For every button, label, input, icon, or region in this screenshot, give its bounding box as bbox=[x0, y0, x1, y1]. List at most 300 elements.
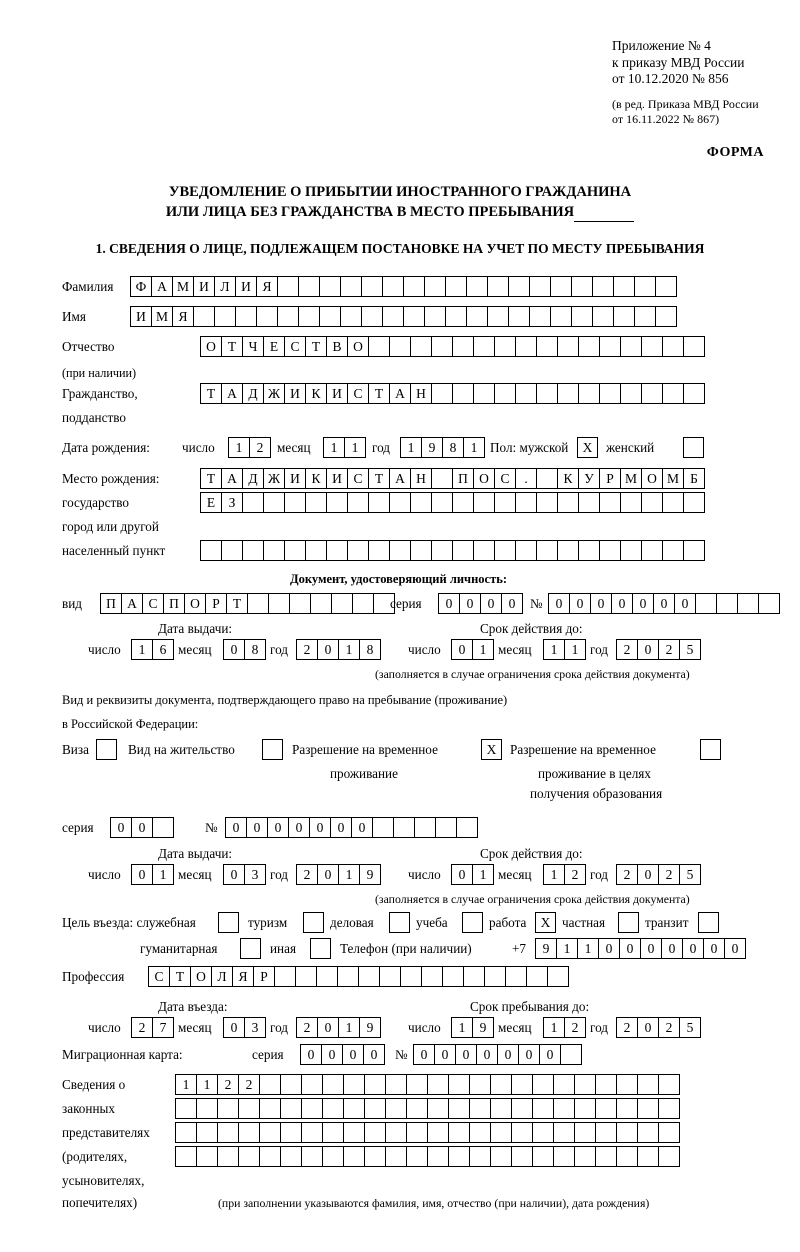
char-cell[interactable] bbox=[301, 1146, 323, 1167]
char-cell[interactable] bbox=[406, 1074, 428, 1095]
char-cell[interactable] bbox=[175, 1146, 197, 1167]
char-cell[interactable]: 0 bbox=[317, 864, 339, 885]
char-cell[interactable] bbox=[469, 1146, 491, 1167]
char-cell[interactable]: А bbox=[221, 468, 243, 489]
char-cell[interactable] bbox=[490, 1098, 512, 1119]
char-cell[interactable]: 1 bbox=[196, 1074, 218, 1095]
char-cell[interactable] bbox=[406, 1098, 428, 1119]
char-cell[interactable]: 1 bbox=[564, 639, 586, 660]
char-cell[interactable] bbox=[382, 276, 404, 297]
char-cell[interactable]: 9 bbox=[359, 864, 381, 885]
char-cell[interactable] bbox=[259, 1122, 281, 1143]
char-cell[interactable]: 0 bbox=[317, 1017, 339, 1038]
char-cell[interactable]: Ж bbox=[263, 468, 285, 489]
char-cell[interactable] bbox=[599, 492, 621, 513]
char-cell[interactable] bbox=[295, 966, 317, 987]
char-cell[interactable] bbox=[274, 966, 296, 987]
char-cell[interactable] bbox=[529, 306, 551, 327]
char-cell[interactable] bbox=[532, 1074, 554, 1095]
char-cell[interactable]: 0 bbox=[300, 1044, 322, 1065]
char-cell[interactable]: П bbox=[452, 468, 474, 489]
char-cell[interactable] bbox=[658, 1122, 680, 1143]
char-cell[interactable]: 5 bbox=[679, 639, 701, 660]
char-cell[interactable] bbox=[536, 492, 558, 513]
char-cell[interactable] bbox=[322, 1146, 344, 1167]
char-cell[interactable] bbox=[364, 1074, 386, 1095]
char-cell[interactable]: А bbox=[389, 468, 411, 489]
char-cell[interactable]: П bbox=[100, 593, 122, 614]
char-cell[interactable]: Б bbox=[683, 468, 705, 489]
char-cell[interactable] bbox=[574, 1146, 596, 1167]
char-cell[interactable]: Н bbox=[410, 468, 432, 489]
char-cell[interactable] bbox=[578, 540, 600, 561]
permit-valid-month-input[interactable] bbox=[543, 864, 585, 885]
char-cell[interactable]: К bbox=[305, 383, 327, 404]
char-cell[interactable] bbox=[289, 593, 311, 614]
char-cell[interactable]: 2 bbox=[296, 639, 318, 660]
char-cell[interactable] bbox=[263, 540, 285, 561]
purpose-humanitarian-checkbox[interactable] bbox=[240, 938, 261, 959]
char-cell[interactable] bbox=[382, 306, 404, 327]
char-cell[interactable] bbox=[305, 492, 327, 513]
char-cell[interactable] bbox=[473, 492, 495, 513]
char-cell[interactable] bbox=[193, 306, 215, 327]
char-cell[interactable]: 0 bbox=[637, 639, 659, 660]
char-cell[interactable]: К bbox=[305, 468, 327, 489]
char-cell[interactable]: 0 bbox=[223, 639, 245, 660]
char-cell[interactable] bbox=[560, 1044, 582, 1065]
char-cell[interactable] bbox=[599, 540, 621, 561]
char-cell[interactable]: 1 bbox=[152, 864, 174, 885]
temp-residence-checkbox[interactable]: X bbox=[481, 739, 502, 760]
visa-checkbox[interactable] bbox=[96, 739, 117, 760]
reps-line-4-input[interactable] bbox=[175, 1146, 679, 1167]
char-cell[interactable]: 0 bbox=[476, 1044, 498, 1065]
char-cell[interactable] bbox=[364, 1146, 386, 1167]
char-cell[interactable]: 5 bbox=[679, 1017, 701, 1038]
char-cell[interactable]: А bbox=[221, 383, 243, 404]
char-cell[interactable] bbox=[511, 1074, 533, 1095]
char-cell[interactable] bbox=[532, 1146, 554, 1167]
char-cell[interactable] bbox=[637, 1122, 659, 1143]
char-cell[interactable]: 0 bbox=[480, 593, 502, 614]
char-cell[interactable] bbox=[620, 492, 642, 513]
char-cell[interactable]: С bbox=[347, 468, 369, 489]
char-cell[interactable] bbox=[536, 468, 558, 489]
char-cell[interactable] bbox=[372, 817, 394, 838]
char-cell[interactable] bbox=[473, 383, 495, 404]
char-cell[interactable] bbox=[259, 1146, 281, 1167]
entry-month-input[interactable] bbox=[223, 1017, 265, 1038]
char-cell[interactable]: 2 bbox=[249, 437, 271, 458]
char-cell[interactable] bbox=[322, 1122, 344, 1143]
char-cell[interactable]: Я bbox=[172, 306, 194, 327]
char-cell[interactable]: 8 bbox=[359, 639, 381, 660]
char-cell[interactable] bbox=[683, 492, 705, 513]
char-cell[interactable]: 2 bbox=[564, 1017, 586, 1038]
char-cell[interactable] bbox=[263, 492, 285, 513]
char-cell[interactable] bbox=[466, 276, 488, 297]
char-cell[interactable] bbox=[385, 1098, 407, 1119]
char-cell[interactable]: Д bbox=[242, 383, 264, 404]
char-cell[interactable]: 9 bbox=[472, 1017, 494, 1038]
char-cell[interactable]: 9 bbox=[535, 938, 557, 959]
char-cell[interactable]: Ж bbox=[263, 383, 285, 404]
char-cell[interactable]: П bbox=[163, 593, 185, 614]
char-cell[interactable] bbox=[487, 276, 509, 297]
char-cell[interactable] bbox=[571, 276, 593, 297]
char-cell[interactable] bbox=[298, 276, 320, 297]
char-cell[interactable] bbox=[284, 492, 306, 513]
char-cell[interactable] bbox=[515, 540, 537, 561]
char-cell[interactable]: 2 bbox=[564, 864, 586, 885]
idoc-number-input[interactable] bbox=[548, 593, 779, 614]
char-cell[interactable]: 2 bbox=[616, 639, 638, 660]
char-cell[interactable]: 1 bbox=[543, 864, 565, 885]
char-cell[interactable]: 0 bbox=[351, 817, 373, 838]
char-cell[interactable]: Р bbox=[253, 966, 275, 987]
char-cell[interactable] bbox=[322, 1074, 344, 1095]
char-cell[interactable]: 2 bbox=[616, 864, 638, 885]
char-cell[interactable]: Т bbox=[226, 593, 248, 614]
char-cell[interactable] bbox=[280, 1074, 302, 1095]
char-cell[interactable] bbox=[641, 540, 663, 561]
char-cell[interactable] bbox=[547, 966, 569, 987]
char-cell[interactable] bbox=[658, 1146, 680, 1167]
char-cell[interactable]: Л bbox=[214, 276, 236, 297]
permit-valid-day-input[interactable] bbox=[451, 864, 493, 885]
char-cell[interactable]: 1 bbox=[228, 437, 250, 458]
char-cell[interactable] bbox=[515, 383, 537, 404]
entry-year-input[interactable] bbox=[296, 1017, 380, 1038]
char-cell[interactable] bbox=[284, 540, 306, 561]
char-cell[interactable]: 2 bbox=[658, 639, 680, 660]
char-cell[interactable] bbox=[352, 593, 374, 614]
birth-day-input[interactable] bbox=[228, 437, 270, 458]
char-cell[interactable] bbox=[217, 1098, 239, 1119]
purpose-business-checkbox[interactable] bbox=[389, 912, 410, 933]
char-cell[interactable] bbox=[655, 276, 677, 297]
char-cell[interactable]: 0 bbox=[598, 938, 620, 959]
char-cell[interactable]: 2 bbox=[238, 1074, 260, 1095]
char-cell[interactable]: 0 bbox=[682, 938, 704, 959]
char-cell[interactable]: 0 bbox=[724, 938, 746, 959]
permit-issue-month-input[interactable] bbox=[223, 864, 265, 885]
stay-month-input[interactable] bbox=[543, 1017, 585, 1038]
char-cell[interactable]: И bbox=[130, 306, 152, 327]
char-cell[interactable] bbox=[410, 540, 432, 561]
char-cell[interactable] bbox=[305, 540, 327, 561]
char-cell[interactable] bbox=[574, 1098, 596, 1119]
char-cell[interactable]: 2 bbox=[616, 1017, 638, 1038]
birthplace-line-2-input[interactable] bbox=[200, 492, 704, 513]
char-cell[interactable] bbox=[421, 966, 443, 987]
char-cell[interactable] bbox=[452, 383, 474, 404]
reps-line-3-input[interactable] bbox=[175, 1122, 679, 1143]
char-cell[interactable] bbox=[217, 1146, 239, 1167]
char-cell[interactable]: 0 bbox=[590, 593, 612, 614]
char-cell[interactable] bbox=[448, 1074, 470, 1095]
char-cell[interactable]: 0 bbox=[501, 593, 523, 614]
char-cell[interactable] bbox=[456, 817, 478, 838]
char-cell[interactable] bbox=[280, 1146, 302, 1167]
char-cell[interactable] bbox=[347, 492, 369, 513]
char-cell[interactable] bbox=[259, 1074, 281, 1095]
char-cell[interactable] bbox=[424, 306, 446, 327]
migration-number-input[interactable] bbox=[413, 1044, 581, 1065]
char-cell[interactable]: 0 bbox=[223, 1017, 245, 1038]
char-cell[interactable]: А bbox=[121, 593, 143, 614]
char-cell[interactable]: Т bbox=[169, 966, 191, 987]
char-cell[interactable] bbox=[435, 817, 457, 838]
char-cell[interactable]: С bbox=[142, 593, 164, 614]
char-cell[interactable]: Е bbox=[200, 492, 222, 513]
char-cell[interactable] bbox=[389, 492, 411, 513]
char-cell[interactable] bbox=[301, 1074, 323, 1095]
char-cell[interactable]: 8 bbox=[244, 639, 266, 660]
sex-male-checkbox[interactable]: X bbox=[577, 437, 598, 458]
char-cell[interactable] bbox=[301, 1122, 323, 1143]
idoc-series-input[interactable] bbox=[438, 593, 522, 614]
char-cell[interactable] bbox=[152, 817, 174, 838]
purpose-other-checkbox[interactable] bbox=[310, 938, 331, 959]
char-cell[interactable] bbox=[526, 966, 548, 987]
birth-year-input[interactable] bbox=[400, 437, 484, 458]
char-cell[interactable] bbox=[469, 1122, 491, 1143]
char-cell[interactable] bbox=[469, 1074, 491, 1095]
char-cell[interactable]: Т bbox=[200, 383, 222, 404]
char-cell[interactable]: 0 bbox=[438, 593, 460, 614]
char-cell[interactable]: 1 bbox=[131, 639, 153, 660]
char-cell[interactable] bbox=[343, 1146, 365, 1167]
char-cell[interactable] bbox=[550, 306, 572, 327]
char-cell[interactable]: 0 bbox=[434, 1044, 456, 1065]
char-cell[interactable]: М bbox=[172, 276, 194, 297]
char-cell[interactable]: И bbox=[284, 383, 306, 404]
char-cell[interactable] bbox=[175, 1122, 197, 1143]
permit-issue-year-input[interactable] bbox=[296, 864, 380, 885]
char-cell[interactable]: 1 bbox=[577, 938, 599, 959]
char-cell[interactable]: Т bbox=[305, 336, 327, 357]
char-cell[interactable] bbox=[599, 383, 621, 404]
idoc-issue-month-input[interactable] bbox=[223, 639, 265, 660]
char-cell[interactable] bbox=[578, 336, 600, 357]
char-cell[interactable] bbox=[574, 1122, 596, 1143]
idoc-issue-day-input[interactable] bbox=[131, 639, 173, 660]
char-cell[interactable] bbox=[200, 540, 222, 561]
char-cell[interactable]: 1 bbox=[344, 437, 366, 458]
char-cell[interactable] bbox=[175, 1098, 197, 1119]
permit-valid-year-input[interactable] bbox=[616, 864, 700, 885]
char-cell[interactable] bbox=[337, 966, 359, 987]
char-cell[interactable]: 0 bbox=[363, 1044, 385, 1065]
char-cell[interactable] bbox=[490, 1146, 512, 1167]
char-cell[interactable] bbox=[466, 306, 488, 327]
char-cell[interactable] bbox=[532, 1098, 554, 1119]
char-cell[interactable] bbox=[259, 1098, 281, 1119]
patronymic-input[interactable] bbox=[200, 336, 704, 357]
char-cell[interactable] bbox=[716, 593, 738, 614]
char-cell[interactable] bbox=[595, 1146, 617, 1167]
char-cell[interactable] bbox=[620, 336, 642, 357]
char-cell[interactable] bbox=[695, 593, 717, 614]
idoc-issue-year-input[interactable] bbox=[296, 639, 380, 660]
idoc-type-input[interactable] bbox=[100, 593, 394, 614]
char-cell[interactable] bbox=[445, 276, 467, 297]
char-cell[interactable] bbox=[196, 1146, 218, 1167]
char-cell[interactable] bbox=[469, 1098, 491, 1119]
char-cell[interactable] bbox=[508, 306, 530, 327]
char-cell[interactable] bbox=[442, 966, 464, 987]
char-cell[interactable] bbox=[238, 1098, 260, 1119]
char-cell[interactable] bbox=[322, 1098, 344, 1119]
char-cell[interactable] bbox=[445, 306, 467, 327]
char-cell[interactable] bbox=[298, 306, 320, 327]
char-cell[interactable]: 1 bbox=[338, 639, 360, 660]
char-cell[interactable] bbox=[634, 306, 656, 327]
citizenship-input[interactable] bbox=[200, 383, 704, 404]
char-cell[interactable]: 9 bbox=[359, 1017, 381, 1038]
char-cell[interactable] bbox=[494, 383, 516, 404]
char-cell[interactable] bbox=[637, 1146, 659, 1167]
char-cell[interactable]: 0 bbox=[225, 817, 247, 838]
char-cell[interactable] bbox=[595, 1074, 617, 1095]
char-cell[interactable] bbox=[256, 306, 278, 327]
purpose-study-checkbox[interactable] bbox=[462, 912, 483, 933]
char-cell[interactable] bbox=[683, 383, 705, 404]
char-cell[interactable]: И bbox=[326, 468, 348, 489]
char-cell[interactable]: 0 bbox=[317, 639, 339, 660]
char-cell[interactable]: А bbox=[151, 276, 173, 297]
char-cell[interactable] bbox=[196, 1098, 218, 1119]
edu-residence-checkbox[interactable] bbox=[700, 739, 721, 760]
char-cell[interactable] bbox=[484, 966, 506, 987]
char-cell[interactable] bbox=[529, 276, 551, 297]
char-cell[interactable] bbox=[553, 1098, 575, 1119]
char-cell[interactable] bbox=[431, 336, 453, 357]
char-cell[interactable] bbox=[662, 336, 684, 357]
char-cell[interactable]: 0 bbox=[288, 817, 310, 838]
char-cell[interactable]: 3 bbox=[244, 864, 266, 885]
char-cell[interactable] bbox=[217, 1122, 239, 1143]
char-cell[interactable]: О bbox=[184, 593, 206, 614]
char-cell[interactable] bbox=[592, 276, 614, 297]
idoc-valid-month-input[interactable] bbox=[543, 639, 585, 660]
char-cell[interactable]: 1 bbox=[323, 437, 345, 458]
char-cell[interactable] bbox=[662, 492, 684, 513]
char-cell[interactable] bbox=[494, 492, 516, 513]
permit-issue-day-input[interactable] bbox=[131, 864, 173, 885]
char-cell[interactable] bbox=[487, 306, 509, 327]
char-cell[interactable] bbox=[616, 1074, 638, 1095]
char-cell[interactable]: Р bbox=[205, 593, 227, 614]
char-cell[interactable] bbox=[452, 540, 474, 561]
char-cell[interactable]: О bbox=[190, 966, 212, 987]
char-cell[interactable] bbox=[758, 593, 780, 614]
char-cell[interactable] bbox=[637, 1074, 659, 1095]
char-cell[interactable]: К bbox=[557, 468, 579, 489]
char-cell[interactable]: Н bbox=[410, 383, 432, 404]
birthplace-line-3-input[interactable] bbox=[200, 540, 704, 561]
char-cell[interactable]: Ф bbox=[130, 276, 152, 297]
char-cell[interactable] bbox=[452, 492, 474, 513]
char-cell[interactable] bbox=[431, 468, 453, 489]
char-cell[interactable]: Т bbox=[221, 336, 243, 357]
char-cell[interactable] bbox=[473, 336, 495, 357]
char-cell[interactable]: 7 bbox=[152, 1017, 174, 1038]
char-cell[interactable] bbox=[595, 1122, 617, 1143]
char-cell[interactable] bbox=[515, 336, 537, 357]
char-cell[interactable] bbox=[536, 336, 558, 357]
char-cell[interactable] bbox=[662, 540, 684, 561]
char-cell[interactable]: С bbox=[494, 468, 516, 489]
purpose-service-checkbox[interactable] bbox=[218, 912, 239, 933]
purpose-tourism-checkbox[interactable] bbox=[303, 912, 324, 933]
phone-input[interactable] bbox=[535, 938, 745, 959]
char-cell[interactable] bbox=[490, 1074, 512, 1095]
char-cell[interactable]: С bbox=[284, 336, 306, 357]
char-cell[interactable] bbox=[511, 1098, 533, 1119]
char-cell[interactable]: 0 bbox=[342, 1044, 364, 1065]
char-cell[interactable] bbox=[616, 1146, 638, 1167]
char-cell[interactable] bbox=[400, 966, 422, 987]
char-cell[interactable] bbox=[331, 593, 353, 614]
char-cell[interactable]: 0 bbox=[611, 593, 633, 614]
char-cell[interactable] bbox=[393, 817, 415, 838]
char-cell[interactable] bbox=[235, 306, 257, 327]
purpose-transit-checkbox[interactable] bbox=[698, 912, 719, 933]
char-cell[interactable] bbox=[326, 492, 348, 513]
char-cell[interactable]: 2 bbox=[217, 1074, 239, 1095]
char-cell[interactable] bbox=[641, 383, 663, 404]
char-cell[interactable]: 0 bbox=[497, 1044, 519, 1065]
char-cell[interactable] bbox=[406, 1122, 428, 1143]
char-cell[interactable] bbox=[310, 593, 332, 614]
birthplace-line-1-input[interactable] bbox=[200, 468, 704, 489]
char-cell[interactable] bbox=[463, 966, 485, 987]
char-cell[interactable]: 0 bbox=[569, 593, 591, 614]
char-cell[interactable]: 0 bbox=[267, 817, 289, 838]
char-cell[interactable]: Т bbox=[368, 383, 390, 404]
char-cell[interactable] bbox=[221, 540, 243, 561]
char-cell[interactable]: И bbox=[235, 276, 257, 297]
char-cell[interactable]: . bbox=[515, 468, 537, 489]
char-cell[interactable]: 1 bbox=[463, 437, 485, 458]
char-cell[interactable] bbox=[379, 966, 401, 987]
char-cell[interactable]: 0 bbox=[455, 1044, 477, 1065]
char-cell[interactable]: 1 bbox=[338, 864, 360, 885]
char-cell[interactable] bbox=[361, 306, 383, 327]
char-cell[interactable] bbox=[406, 1146, 428, 1167]
char-cell[interactable] bbox=[368, 336, 390, 357]
char-cell[interactable]: А bbox=[389, 383, 411, 404]
char-cell[interactable]: Д bbox=[242, 468, 264, 489]
char-cell[interactable] bbox=[655, 306, 677, 327]
char-cell[interactable] bbox=[511, 1122, 533, 1143]
char-cell[interactable]: 0 bbox=[619, 938, 641, 959]
char-cell[interactable] bbox=[268, 593, 290, 614]
char-cell[interactable]: 0 bbox=[413, 1044, 435, 1065]
char-cell[interactable] bbox=[550, 276, 572, 297]
char-cell[interactable]: 1 bbox=[472, 864, 494, 885]
char-cell[interactable] bbox=[515, 492, 537, 513]
char-cell[interactable] bbox=[553, 1074, 575, 1095]
char-cell[interactable]: 0 bbox=[539, 1044, 561, 1065]
char-cell[interactable] bbox=[452, 336, 474, 357]
char-cell[interactable] bbox=[361, 276, 383, 297]
char-cell[interactable] bbox=[532, 1122, 554, 1143]
char-cell[interactable] bbox=[280, 1122, 302, 1143]
